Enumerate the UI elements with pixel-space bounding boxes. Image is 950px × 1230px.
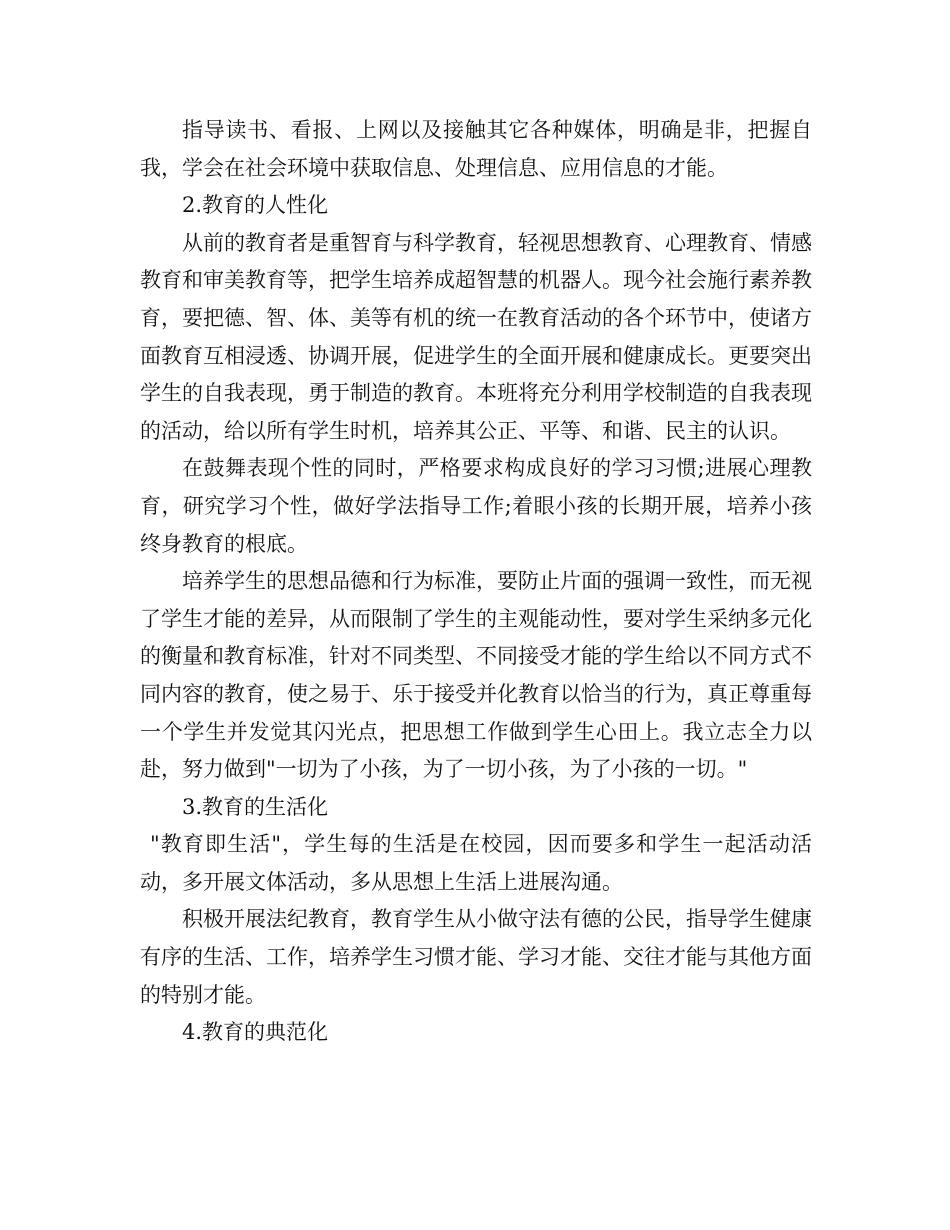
section-heading-life: 3.教育的生活化 [182,794,329,819]
paragraph-education-is-life: "教育即生活"，学生每的生活是在校园，因而要多和学生一起活动活动，多开展文体活动，多从思想上生活上进展沟通。 [140,832,812,894]
document-page [140,112,812,1052]
section-heading-exemplary: 4.教育的典范化 [182,1020,329,1045]
paragraph-media-guidance: 指导读书、看报、上网以及接触其它各种媒体，明确是非，把握自我，学会在社会环境中获取信息、处理信息、应用信息的才能。 [140,118,812,180]
paragraph-humanization-body: 从前的教育者是重智育与科学教育，轻视思想教育、心理教育、情感教育和审美教育等，把学生培养成超智慧的机器人。现今社会施行素养教育，要把德、智、体、美等有机的统一在教育活动的各个环节中，使诸方面教育互相浸透、协调开展，促进学生的全面开展和健康成长。更要突出学生的自我表现，勇于制造的教育。本班将充分利用学校制造的自我表现的活动，给以所有学生时机，培养其公正、平等、和谐、民主的认识。 [140,230,812,443]
paragraph-moral-standards: 培养学生的思想品德和行为标准，要防止片面的强调一致性，而无视了学生才能的差异，从而限制了学生的主观能动性，要对学生采纳多元化的衡量和教育标准，针对不同类型、不同接受才能的学生给以不同方式不同内容的教育，使之易于、乐于接受并化教育以恰当的行为，真正尊重每一个学生并发觉其闪光点，把思想工作做到学生心田上。我立志全力以赴，努力做到"一切为了小孩，为了一切小孩，为了小孩的一切。" [140,569,812,782]
section-heading-humanization: 2.教育的人性化 [182,193,329,218]
paragraph-individuality: 在鼓舞表现个性的同时，严格要求构成良好的学习习惯;进展心理教育，研究学习个性，做好学法指导工作;着眼小孩的长期开展，培养小孩终身教育的根底。 [140,456,812,556]
paragraph-legal-education: 积极开展法纪教育，教育学生从小做守法有德的公民，指导学生健康有序的生活、工作，培养学生习惯才能、学习才能、交往才能与其他方面的特别才能。 [140,907,812,1007]
